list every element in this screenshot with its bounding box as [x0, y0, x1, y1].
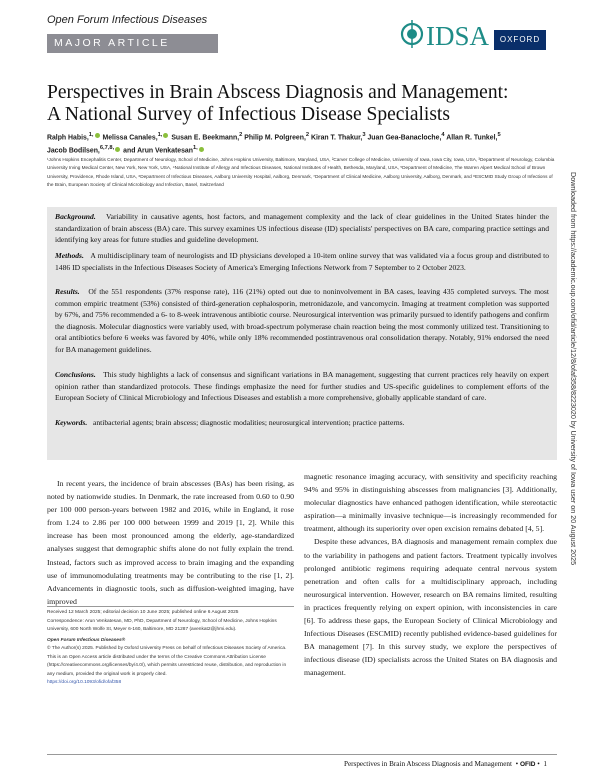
footer-divider	[47, 754, 557, 755]
abstract-conclusions	[47, 369, 557, 404]
orcid-icon[interactable]	[95, 133, 100, 138]
author-list	[47, 130, 557, 157]
author-affiliation-sup: 5	[497, 132, 501, 138]
page-number: 1	[543, 760, 547, 768]
abstract-section-label: Conclusions.	[55, 370, 96, 379]
author-name[interactable]: Juan Gea-Banacloche,	[367, 134, 442, 142]
abstract-text: A multidisciplinary team of neurologists and ID physicians developed a 10-item online survey that was validated via a focus group and distributed to 1486 ID specialists in the Infectious Diseases Society of America's Emerging Infections Network from 7 September to 2 October 2023.	[55, 251, 549, 272]
copyright-notice: © The Author(s) 2025. Published by Oxford University Press on behalf of Infectious Diseases Society of America. This is an Open Access article distributed under the terms of the Creative Commons Attribution License (https://creativecommons.org/licenses/by/4.0/), which permits unrestricted reuse, distribution, and reproduction in any medium, provided the original work is properly cited.	[47, 646, 287, 677]
journal-mark: Open Forum Infectious Diseases®	[47, 637, 126, 643]
author-affiliation-sup: 1,	[157, 132, 163, 138]
author-affiliation-sup: 6,7,8,	[99, 145, 115, 152]
journal-abbreviation: OFID	[519, 761, 536, 768]
footnote-divider	[47, 606, 294, 607]
journal-name: Open Forum Infectious Diseases	[47, 14, 208, 26]
orcid-icon[interactable]	[115, 147, 120, 152]
abstract-keywords	[47, 417, 557, 429]
correspondence: Correspondence: Arun Venkatesan, MD, PhD, Department of Neurology, School of Medicine, Johns Hopkins University, 600 North Wolfe St, Meyer 6-160, Baltimore, MD 21287 (avenkat2@jhmi.edu).	[47, 618, 277, 632]
received-dates: Received 12 March 2025; editorial decision 10 June 2025; published online 6 August 2025	[47, 610, 239, 615]
author-name[interactable]: and Arun Venkatesan	[123, 147, 193, 155]
running-title: Perspectives in Brain Abscess Diagnosis and Management	[343, 760, 513, 768]
abstract-section-label: Keywords.	[55, 418, 88, 427]
abstract-background	[47, 211, 557, 246]
body-paragraph: magnetic resonance imaging accuracy, with sensitivity and specificity reaching 94% and 95% in distinguishing abscesses from malignancies [3]. Additionally, molecular diagnostics have enhanced pathogen identification, while stereotactic aspiration—a minimally invasive technique—is increasingly recommended for treatment, although its superiority over open excision remains debated [4, 5].	[304, 472, 557, 534]
abstract-results	[47, 286, 557, 355]
abstract-methods	[47, 250, 557, 273]
article-title	[47, 82, 557, 126]
author-name[interactable]: Allan R. Tunkel,	[446, 134, 498, 142]
author-name[interactable]: Ralph Habis,	[47, 134, 89, 142]
body-left-column: In recent years, the incidence of brain abscesses (BAs) has been rising, as noted by nationwide studies. In Denmark, the rate increased from 0.60 to 0.90 per 100 000 person-years between 1982 and 2016, while in England, it rose from 1.24 to 2.86 per 100 000 between 1999 and 2019 [1, 2]. While this increase has been most pronounced among the elderly, age-standardized analyses suggest that demographic shifts alone do not fully explain the trend. Instead, factors such as improved access to brain imaging and the expanding use of immunomodulating treatments may be contributing to the rise [1, 2]. Advancements in diagnostic tools, such as diffusion-weighted imaging, have improved	[47, 479, 294, 606]
abstract-text: antibacterial agents; brain abscess; diagnostic modalities; neurosurgical intervention; practice patterns.	[92, 418, 405, 427]
download-notice-text: Downloaded from https://academic.oup.com/ofid/article/12/8/ofaf358/8223020 by University of Iowa user on 20 August 2025	[569, 172, 578, 566]
author-affiliation-sup: 2	[239, 132, 243, 138]
footnote	[47, 609, 294, 688]
author-name[interactable]: Jacob Bodilsen,	[47, 147, 100, 155]
orcid-icon[interactable]	[199, 147, 204, 152]
author-name[interactable]: Kiran T. Thakur,	[311, 134, 363, 142]
author-affiliation-sup: 2	[305, 132, 310, 138]
abstract-text: Of the 551 respondents (37% response rate), 116 (21%) opted out due to noninvolvement in BA cases, leaving 435 completed surveys. The most common empiric treatment (53%) consisted of third-generation cephalosporin, metronidazole, and vancomycin. Imaging at treatment completion was supported by 67%, and 75% recommended a 6- to 8-week intravenous antibiotic course. Neurosurgical intervention was primarily pursued to identify pathogens and confirm the diagnosis. Molecular diagnostics were variably used, with broad-spectrum polymerase chain reaction being the most commonly utilized test. Transitioning to oral antibiotics before 6 weeks was favored by 40%, while only 18% recommended postintravenous oral consolidation therapy. Notably, 91% endorsed the need for BA management guidelines.	[55, 287, 549, 354]
abstract-section-label: Results.	[55, 287, 80, 296]
author-name[interactable]: Philip M. Polgreen,	[244, 134, 306, 142]
title-line-2: A National Survey of Infectious Disease Specialists	[47, 104, 450, 125]
idsa-logo	[400, 12, 492, 52]
author-affiliation-sup: 1,	[192, 145, 198, 152]
author-name[interactable]: Melissa Canales,	[102, 134, 158, 142]
download-notice	[565, 172, 581, 592]
author-affiliation-sup: 3	[362, 132, 366, 138]
page-footer: Perspectives in Brain Abscess Diagnosis and Management • OFID • 1	[343, 760, 547, 768]
doi-link[interactable]: https://doi.org/10.1093/ofid/ofaf358	[47, 680, 122, 685]
oxford-logo: OXFORD	[494, 30, 546, 50]
affiliations: ¹Johns Hopkins Encephalitis Center, Department of Neurology, School of Medicine, Johns Hopkins University, Baltimore, Maryland, USA, ²Carver College of Medicine, University of Iowa, Iowa City, Iowa, USA, ³Department of Neurology, Columbia University Irving Medical Center, New York, New York, USA, ⁴National Institute of Allergy and Infectious Diseases, National Institutes of Health, Bethesda, Maryland, USA, ⁵Department of Medicine, The Warren Alpert Medical School of Brown University, Providence, Rhode Island, USA, ⁶Department of Infectious Diseases, Aalborg University Hospital, Aalborg, Denmark, ⁷Department of Clinical Medicine, Aalborg University, Aalborg, Denmark, and ⁸ESCMID Study Group of Infections of the Brain, European Society of Clinical Microbiology and Infection, Basel, Switzerland	[47, 157, 555, 188]
abstract-section-label: Methods.	[55, 251, 84, 260]
abstract-section-label: Background.	[55, 212, 96, 221]
body-paragraph: Despite these advances, BA diagnosis and management remain complex due to the variability in pathogens and patient factors. Treatment typically involves prolonged antibiotic regimens requiring adequate central nervous system penetration and often calls for a multidisciplinary approach, including neurosurgical intervention. However, research on BA remains limited, resulting in practices frequently relying on expert opinion, with inconsistencies in care [6]. To address these gaps, the European Society of Clinical Microbiology and Infectious Diseases (ESCMID) recently published evidence-based guidelines for BA management [7]. In this survey study, we explore the perspectives of infectious disease (ID) specialists across the United States on BA diagnosis and management.	[304, 537, 557, 678]
abstract-text: Variability in causative agents, host factors, and management complexity and the lack of clear guidelines in the United States hinder the standardization of brain abscess (BA) care. This survey examines US infectious disease (ID) specialists' perspectives on BA care, comparing practice settings and identifying key areas for future studies and guideline development.	[55, 212, 549, 244]
orcid-icon[interactable]	[163, 133, 168, 138]
idsa-logo-text: IDSA	[426, 21, 490, 51]
abstract-text: This study highlights a lack of consensus and significant variations in BA management, suggesting that current practices rely heavily on expert opinion rather than standardized protocols. These findings emphasize the need for further studies and US-specific guidelines to complement efforts of the European Society of Clinical Microbiology and Infectious Diseases and establish a more comprehensive, globally applicable standard of care.	[55, 370, 549, 402]
body-right-column	[304, 470, 557, 680]
author-affiliation-sup: 4	[441, 132, 445, 138]
author-name[interactable]: Susan E. Beekmann,	[171, 134, 240, 142]
title-line-1: Perspectives in Brain Abscess Diagnosis and Management:	[47, 82, 509, 103]
author-affiliation-sup: 1,	[88, 132, 94, 138]
article-type-banner: MAJOR ARTICLE	[47, 34, 218, 53]
